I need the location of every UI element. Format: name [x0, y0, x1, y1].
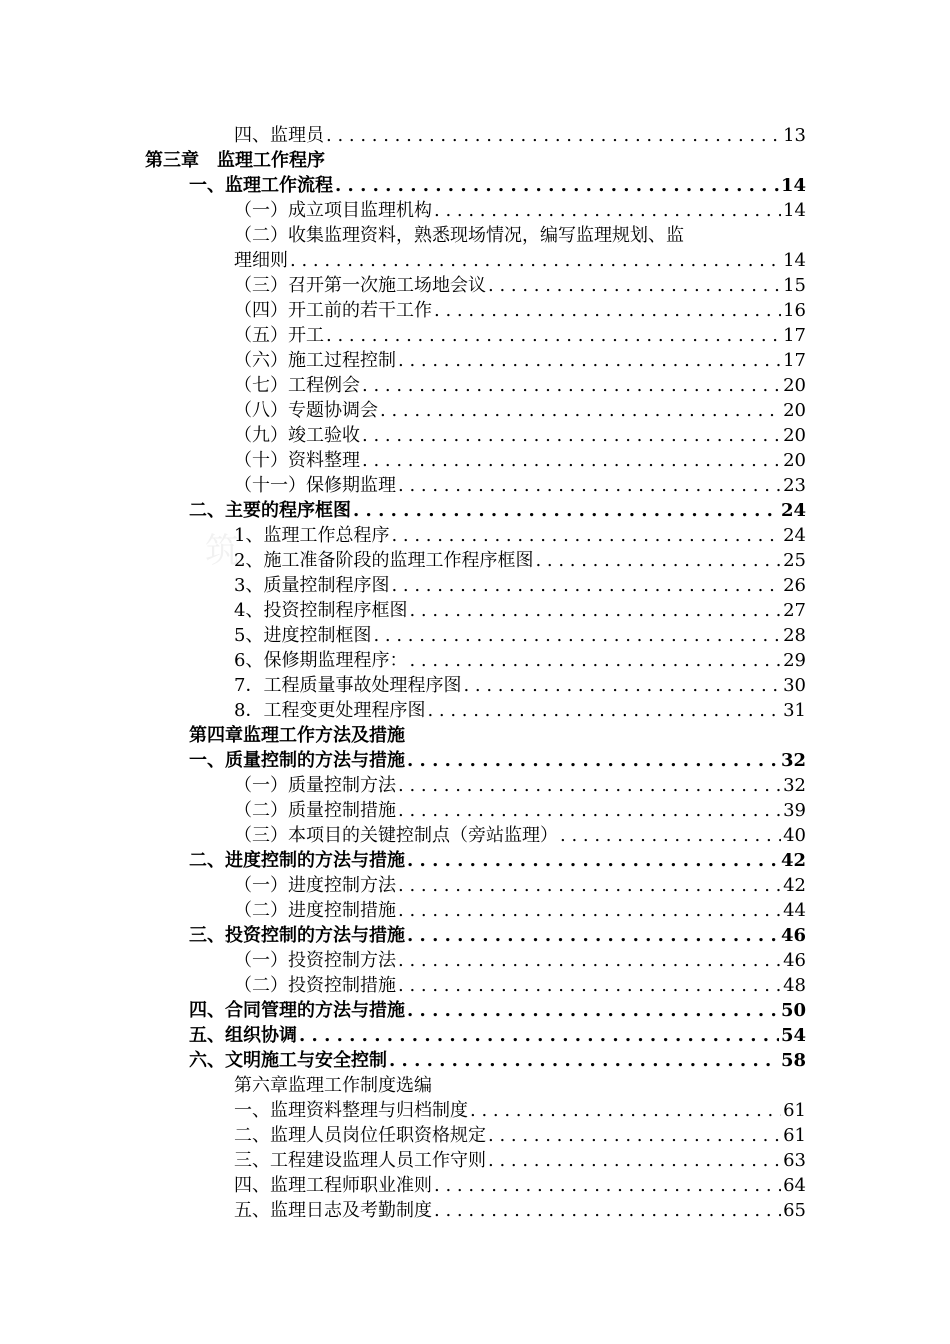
toc-entry-page: 17: [783, 350, 806, 371]
dot-leader: [290, 249, 781, 273]
dot-leader: [488, 1149, 781, 1173]
dot-leader: [407, 849, 779, 873]
dot-leader: [463, 674, 781, 698]
toc-entry-label: （三）本项目的关键控制点（旁站监理）: [234, 825, 558, 846]
toc-entry[interactable]: [234, 199, 806, 223]
dot-leader: [470, 1099, 781, 1123]
toc-entry[interactable]: [234, 1149, 806, 1173]
watermark: 筑: [205, 531, 239, 571]
toc-entry-label: （八）专题协调会: [234, 400, 378, 421]
toc-entry-label: 三、工程建设监理人员工作守则: [234, 1150, 486, 1171]
toc-entry-label: （二）质量控制措施: [234, 800, 396, 821]
toc-entry[interactable]: [234, 424, 806, 448]
dot-leader: [434, 1174, 781, 1198]
toc-entry-label: 5、进度控制框图: [234, 625, 372, 646]
toc-entry-label: 3、质量控制程序图: [234, 575, 390, 596]
toc-entry-page: 39: [783, 800, 806, 821]
toc-entry-page: 14: [783, 250, 806, 271]
toc-entry[interactable]: [234, 649, 806, 673]
toc-entry-page: 20: [783, 450, 806, 471]
chapter-heading[interactable]: 第四章监理工作方法及措施: [189, 725, 405, 746]
toc-entry-page: 14: [783, 200, 806, 221]
toc-entry-label: （一）质量控制方法: [234, 775, 396, 796]
toc-entry-page: 26: [783, 575, 806, 596]
toc-entry[interactable]: [234, 599, 806, 623]
dot-leader: [488, 1124, 781, 1148]
toc-entry[interactable]: [189, 1049, 806, 1073]
toc-entry-page: 61: [783, 1100, 806, 1121]
toc-entry[interactable]: [234, 324, 806, 348]
dot-leader: [434, 1199, 781, 1223]
chapter-heading[interactable]: 第三章 监理工作程序: [145, 150, 325, 171]
dot-leader: [398, 349, 781, 373]
toc-entry[interactable]: [189, 749, 806, 773]
dot-leader: [391, 574, 781, 598]
toc-entry[interactable]: [234, 124, 806, 148]
toc-entry[interactable]: [234, 774, 806, 798]
toc-entry[interactable]: [234, 799, 806, 823]
dot-leader: [380, 399, 781, 423]
toc-entry-label: （一）投资控制方法: [234, 950, 396, 971]
toc-entry[interactable]: [189, 174, 806, 198]
dot-leader: [362, 424, 781, 448]
toc-entry-page: 42: [783, 875, 806, 896]
toc-entry-label: 四、监理工程师职业准则: [234, 1175, 432, 1196]
toc-entry-label: 四、合同管理的方法与措施: [189, 1000, 405, 1021]
toc-entry-label: 四、监理员: [234, 125, 324, 146]
toc-entry-label: （十一）保修期监理: [234, 475, 396, 496]
toc-entry-page: 65: [783, 1200, 806, 1221]
toc-entry[interactable]: [234, 1199, 806, 1223]
dot-leader: [353, 499, 779, 523]
dot-leader: [362, 449, 781, 473]
toc-entry[interactable]: [234, 249, 806, 273]
toc-entry-page: 48: [783, 975, 806, 996]
toc-entry[interactable]: [234, 824, 806, 848]
toc-entry-label: 7．工程质量事故处理程序图: [234, 675, 462, 696]
toc-entry-label: （九）竣工验收: [234, 425, 360, 446]
dot-leader: [398, 799, 781, 823]
dot-leader: [326, 324, 781, 348]
toc-entry-page: 25: [783, 550, 806, 571]
toc-entry-page: 24: [783, 525, 806, 546]
toc-entry-page: 14: [780, 175, 806, 196]
toc-entry[interactable]: [234, 549, 806, 573]
dot-leader: [398, 874, 781, 898]
toc-entry-label: （二）投资控制措施: [234, 975, 396, 996]
dot-leader: [409, 599, 781, 623]
toc-entry[interactable]: [234, 274, 806, 298]
dot-leader: [398, 899, 781, 923]
toc-entry[interactable]: [234, 299, 806, 323]
dot-leader: [398, 474, 781, 498]
toc-entry-page: 28: [783, 625, 806, 646]
toc-entry[interactable]: [234, 449, 806, 473]
toc-entry-label: （五）开工: [234, 325, 324, 346]
toc-entry-page: 44: [783, 900, 806, 921]
toc-entry[interactable]: [234, 899, 806, 923]
dot-leader: [407, 999, 779, 1023]
toc-entry-page: 58: [780, 1050, 806, 1071]
toc-entry-page: 64: [783, 1175, 806, 1196]
toc-entry-label: （三）召开第一次施工场地会议: [234, 275, 486, 296]
toc-entry[interactable]: [234, 399, 806, 423]
dot-leader: [434, 199, 781, 223]
toc-entry[interactable]: [234, 974, 806, 998]
dot-leader: [299, 1024, 779, 1048]
toc-entry[interactable]: [189, 499, 806, 523]
dot-leader: [407, 924, 779, 948]
toc-entry-page: 61: [783, 1125, 806, 1146]
toc-entry[interactable]: [234, 524, 806, 548]
toc-entry-page: 13: [783, 125, 806, 146]
toc-entry-page: 40: [783, 825, 806, 846]
toc-entry-page: 54: [780, 1025, 806, 1046]
toc-entry-label: 一、监理资料整理与归档制度: [234, 1100, 468, 1121]
toc-entry-label: 2、施工准备阶段的监理工作程序框图: [234, 550, 534, 571]
toc-entry-label: （四）开工前的若干工作: [234, 300, 432, 321]
toc-entry[interactable]: [234, 1174, 806, 1198]
toc-entry-label: 二、进度控制的方法与措施: [189, 850, 405, 871]
dot-leader: [488, 274, 781, 298]
dot-leader: [326, 124, 781, 148]
dot-leader: [409, 649, 781, 673]
toc-entry-label: 一、质量控制的方法与措施: [189, 750, 405, 771]
toc-entry[interactable]: [189, 1024, 806, 1048]
toc-entry[interactable]: [189, 849, 806, 873]
toc-entry-page: 27: [783, 600, 806, 621]
toc-entry[interactable]: [234, 874, 806, 898]
toc-entry-label: 理细则: [234, 250, 288, 271]
toc-entry-page: 20: [783, 375, 806, 396]
dot-leader: [535, 549, 781, 573]
toc-entry[interactable]: [234, 574, 806, 598]
toc-entry[interactable]: [234, 474, 806, 498]
dot-leader: [398, 774, 781, 798]
toc-entry-label: 二、监理人员岗位任职资格规定: [234, 1125, 486, 1146]
toc-entry-label: 五、监理日志及考勤制度: [234, 1200, 432, 1221]
toc-entry[interactable]: [234, 374, 806, 398]
chapter-heading[interactable]: 第六章监理工作制度选编: [234, 1075, 432, 1096]
toc-entry-label: 6、保修期监理程序：: [234, 650, 408, 671]
toc-entry-page: 20: [783, 425, 806, 446]
toc-entry[interactable]: [234, 1099, 806, 1123]
toc-entry-page: 32: [780, 750, 806, 771]
dot-leader: [398, 974, 781, 998]
toc-entry-page: 17: [783, 325, 806, 346]
toc-entry-label: 1、监理工作总程序: [234, 525, 390, 546]
dot-leader: [560, 824, 781, 848]
toc-entry-label: 8．工程变更处理程序图: [234, 700, 426, 721]
toc-entry-page: 46: [780, 925, 806, 946]
toc-entry-page: 46: [783, 950, 806, 971]
dot-leader: [373, 624, 781, 648]
toc-entry-page: 23: [783, 475, 806, 496]
toc-entry-label: 六、文明施工与安全控制: [189, 1050, 387, 1071]
dot-leader: [407, 749, 779, 773]
toc-entry-label: 五、组织协调: [189, 1025, 297, 1046]
dot-leader: [427, 699, 781, 723]
dot-leader: [335, 174, 779, 198]
toc-entry-page: 29: [783, 650, 806, 671]
toc-entry-page: 24: [780, 500, 806, 521]
toc-entry-page: 63: [783, 1150, 806, 1171]
toc-entry-label: 三、投资控制的方法与措施: [189, 925, 405, 946]
toc-entry-page: 32: [783, 775, 806, 796]
toc-entry-page: 42: [780, 850, 806, 871]
toc-entry[interactable]: [234, 949, 806, 973]
toc-entry-label: （一）成立项目监理机构: [234, 200, 432, 221]
toc-entry[interactable]: [189, 999, 806, 1023]
toc-entry[interactable]: [189, 924, 806, 948]
toc-entry[interactable]: [234, 624, 806, 648]
toc-entry-label: （十）资料整理: [234, 450, 360, 471]
dot-leader: [398, 949, 781, 973]
toc-entry[interactable]: [234, 674, 806, 698]
toc-entry-label: （二）进度控制措施: [234, 900, 396, 921]
toc-entry-page: 50: [780, 1000, 806, 1021]
dot-leader: [362, 374, 781, 398]
toc-entry-page: 15: [783, 275, 806, 296]
dot-leader: [389, 1049, 779, 1073]
toc-entry-page: 31: [783, 700, 806, 721]
toc-entry-label: 二、主要的程序框图: [189, 500, 351, 521]
toc-entry-label: （六）施工过程控制: [234, 350, 396, 371]
toc-entry-label: 4、投资控制程序框图: [234, 600, 408, 621]
toc-entry[interactable]: [234, 349, 806, 373]
dot-leader: [391, 524, 781, 548]
toc-entry-label-wrapped[interactable]: （二）收集监理资料，熟悉现场情况，编写监理规划、监: [234, 225, 684, 246]
toc-entry-label: 一、监理工作流程: [189, 175, 333, 196]
toc-entry[interactable]: [234, 1124, 806, 1148]
toc-entry-label: （一）进度控制方法: [234, 875, 396, 896]
dot-leader: [434, 299, 781, 323]
toc-entry-page: 30: [783, 675, 806, 696]
toc-entry[interactable]: [234, 699, 806, 723]
toc-entry-label: （七）工程例会: [234, 375, 360, 396]
toc-entry-page: 16: [783, 300, 806, 321]
toc-entry-page: 20: [783, 400, 806, 421]
